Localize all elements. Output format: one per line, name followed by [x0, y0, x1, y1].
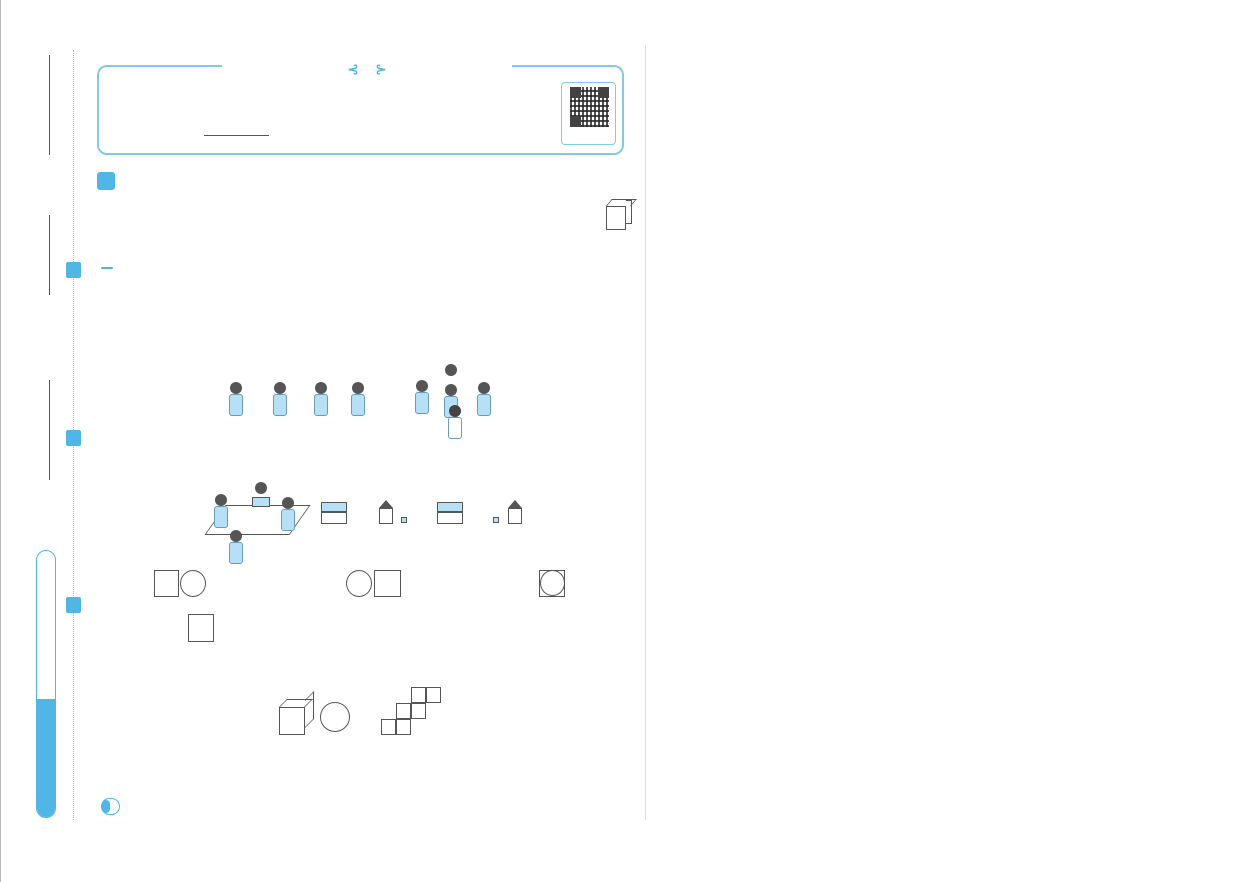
qr-code-box[interactable] [561, 82, 616, 145]
s1-q2-line1 [97, 256, 119, 276]
column-divider [645, 45, 646, 820]
view-option-3-base [437, 512, 463, 524]
circle-shape [540, 570, 565, 596]
series-label [36, 550, 56, 818]
decor-icon: ⊱ [375, 62, 387, 78]
circle-shape [180, 570, 206, 597]
ball-shape [320, 702, 350, 732]
block-on-table [252, 497, 270, 507]
exam-title [222, 52, 512, 82]
cube-right-face [626, 200, 632, 224]
cut-mark [66, 430, 81, 446]
series-brand [37, 699, 55, 817]
s1-q1-line1 [97, 200, 101, 220]
view-option-1 [321, 502, 347, 512]
view-option-2 [379, 508, 393, 524]
cube-front [279, 707, 305, 735]
view-option-3 [437, 502, 463, 512]
square-shape [154, 570, 179, 597]
s1-q4-line1 [97, 573, 101, 603]
tag-original [101, 267, 113, 269]
exam-info [168, 121, 287, 136]
binding-margin [0, 0, 95, 882]
small-cube [401, 517, 407, 523]
tag-new-literacy [101, 798, 120, 815]
cut-mark [66, 262, 81, 278]
section-heading-fill-in [97, 172, 121, 194]
square-shape [374, 570, 401, 597]
qr-code-icon [570, 87, 609, 127]
small-cube [493, 517, 499, 523]
cut-mark [66, 597, 81, 613]
series-subject [37, 551, 55, 699]
s1-q5-line1 [97, 797, 126, 817]
square-shape [188, 614, 214, 642]
field-line [49, 380, 50, 480]
field-line [49, 215, 50, 295]
view-option-1-base [321, 512, 347, 524]
score-blank[interactable] [204, 122, 269, 136]
field-line [49, 55, 50, 155]
circle-shape [346, 570, 372, 597]
decor-icon: ⊰ [347, 62, 359, 78]
s1-q3-line1 [97, 452, 101, 472]
view-option-4 [508, 508, 522, 524]
